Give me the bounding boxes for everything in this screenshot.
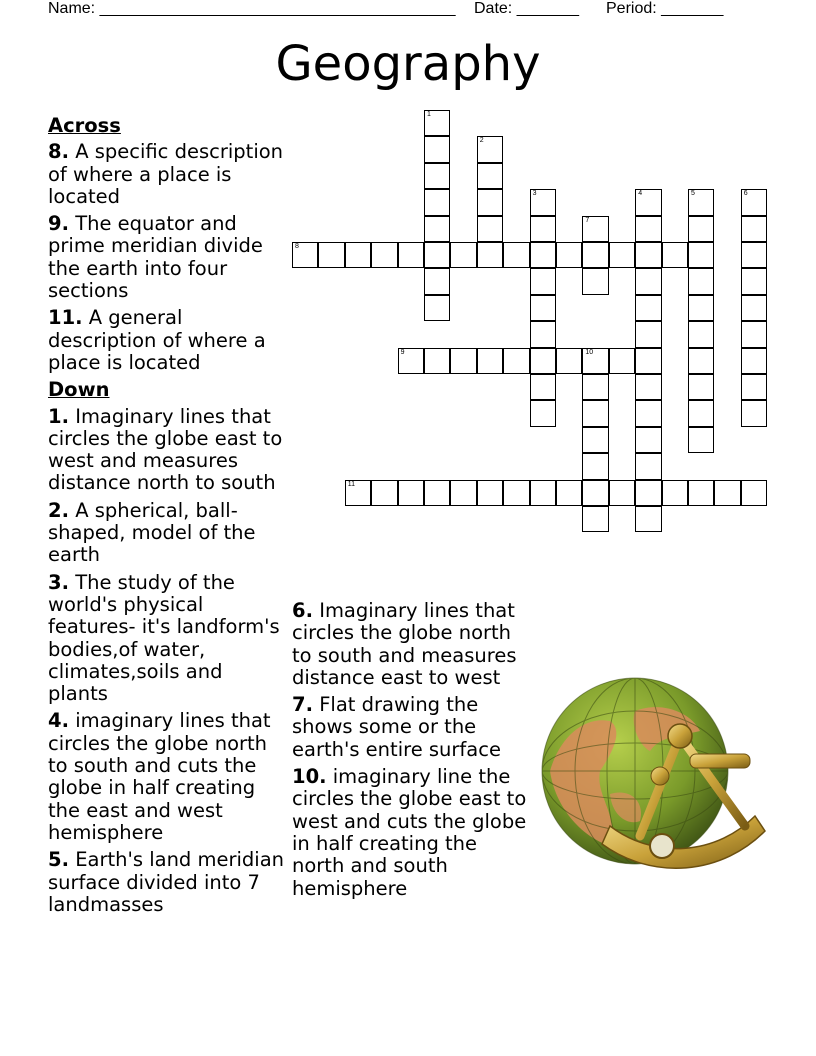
clue-number: 5. <box>48 848 69 872</box>
grid-cell[interactable] <box>477 216 503 242</box>
across-heading: Across <box>48 114 121 137</box>
clue-text: Earth's land meridian surface divided into 7 landmasses <box>48 848 285 916</box>
grid-cell[interactable] <box>477 163 503 189</box>
grid-cell[interactable] <box>741 242 767 268</box>
grid-cell[interactable] <box>688 374 714 400</box>
grid-cell[interactable] <box>741 295 767 321</box>
down-heading: Down <box>48 378 110 402</box>
clue-text: imaginary lines that circles the globe north to south and cuts the globe in half creating the east and west hemisphere <box>48 709 271 844</box>
grid-cell[interactable] <box>424 216 450 242</box>
grid-cell[interactable] <box>398 348 424 374</box>
grid-cell-number: 8 <box>295 243 299 250</box>
clue-text: A spherical, ball-shaped, model of the earth <box>48 498 256 567</box>
grid-cell-number: 6 <box>743 190 748 198</box>
grid-cell[interactable] <box>741 321 767 347</box>
clue-text: Imaginary lines that circles the globe east to west and measures distance north to south <box>48 404 283 495</box>
grid-cell[interactable] <box>530 189 556 215</box>
clue-number: 6. <box>292 599 313 622</box>
date-field[interactable]: Date: _______ <box>474 0 579 17</box>
grid-cell[interactable] <box>582 480 608 506</box>
clue-number: 4. <box>48 709 69 733</box>
grid-cell[interactable] <box>556 348 582 374</box>
grid-cell[interactable] <box>609 242 635 268</box>
clue-number: 1. <box>48 404 69 428</box>
grid-cell[interactable] <box>371 480 397 506</box>
grid-cell[interactable] <box>371 242 397 268</box>
grid-cell[interactable] <box>741 400 767 426</box>
grid-cell[interactable] <box>688 321 714 347</box>
grid-cell[interactable] <box>688 216 714 242</box>
grid-cell[interactable] <box>530 321 556 347</box>
clue-number: 3. <box>48 570 69 594</box>
grid-cell[interactable] <box>688 242 714 268</box>
grid-cell[interactable] <box>635 268 661 294</box>
clue-number: 7. <box>292 693 313 717</box>
grid-cell[interactable] <box>635 189 661 215</box>
grid-cell[interactable] <box>424 295 450 321</box>
grid-cell[interactable] <box>609 348 635 374</box>
grid-cell[interactable] <box>503 348 529 374</box>
grid-cell-number: 1 <box>427 111 431 118</box>
grid-cell-number: 9 <box>400 348 405 356</box>
grid-cell[interactable] <box>477 136 503 162</box>
grid-cell[interactable] <box>635 348 661 374</box>
grid-cell[interactable] <box>741 268 767 294</box>
grid-cell[interactable] <box>556 242 582 268</box>
grid-cell[interactable] <box>582 506 608 532</box>
grid-cell[interactable] <box>292 242 318 268</box>
clue-text: Imaginary lines that circles the globe north to south and measures distance east to west <box>292 599 517 689</box>
clue-text: A general description of where a place is located <box>48 306 266 374</box>
grid-cell[interactable] <box>635 453 661 479</box>
clue-text: The equator and prime meridian divide the earth into four sections <box>48 212 263 303</box>
clue-text: Flat drawing the shows some or the earth's entire surface <box>292 693 501 761</box>
grid-cell[interactable] <box>450 480 476 506</box>
grid-cell[interactable] <box>688 189 714 215</box>
grid-cell[interactable] <box>318 242 344 268</box>
clue-text: imaginary line the circles the globe east to west and cuts the globe in half creating the north and south hemisphere <box>292 765 527 900</box>
grid-cell[interactable] <box>662 480 688 506</box>
grid-cell[interactable] <box>530 268 556 294</box>
grid-cell[interactable] <box>424 136 450 162</box>
grid-cell[interactable] <box>503 242 529 268</box>
grid-cell[interactable] <box>582 242 608 268</box>
grid-cell[interactable] <box>635 216 661 242</box>
grid-cell[interactable] <box>635 295 661 321</box>
clue-number: 9. <box>48 212 69 236</box>
grid-cell[interactable] <box>741 374 767 400</box>
grid-cell[interactable] <box>741 348 767 374</box>
grid-cell-number: 5 <box>691 190 695 198</box>
grid-cell[interactable] <box>398 480 424 506</box>
grid-cell[interactable] <box>530 242 556 268</box>
grid-cell[interactable] <box>424 242 450 268</box>
grid-cell[interactable] <box>503 480 529 506</box>
grid-cell[interactable] <box>688 268 714 294</box>
grid-cell[interactable] <box>582 400 608 426</box>
grid-cell[interactable] <box>450 242 476 268</box>
grid-cell[interactable] <box>477 242 503 268</box>
grid-cell[interactable] <box>635 400 661 426</box>
grid-cell[interactable] <box>530 480 556 506</box>
grid-cell-number: 10 <box>585 348 594 356</box>
clue-text: A specific description of where a place is located <box>48 140 284 208</box>
grid-cell[interactable] <box>688 348 714 374</box>
period-field[interactable]: Period: _______ <box>606 0 724 17</box>
grid-cell[interactable] <box>530 374 556 400</box>
grid-cell[interactable] <box>424 163 450 189</box>
grid-cell[interactable] <box>688 480 714 506</box>
grid-cell[interactable] <box>477 480 503 506</box>
grid-cell[interactable] <box>345 480 371 506</box>
grid-cell-number: 11 <box>347 480 356 488</box>
grid-cell[interactable] <box>582 374 608 400</box>
grid-cell[interactable] <box>477 189 503 215</box>
grid-cell[interactable] <box>741 216 767 242</box>
grid-cell[interactable] <box>609 480 635 506</box>
grid-cell[interactable] <box>345 242 371 268</box>
grid-cell-number: 7 <box>585 216 590 224</box>
grid-cell[interactable] <box>582 216 608 242</box>
grid-cell[interactable] <box>688 400 714 426</box>
grid-cell[interactable] <box>635 427 661 453</box>
grid-cell[interactable] <box>635 321 661 347</box>
grid-cell[interactable] <box>530 400 556 426</box>
clue-number: 11. <box>48 306 83 330</box>
page-title: Geography <box>275 36 541 92</box>
clue-text: The study of the world's physical features- it's landform's bodies,of water, climates,soils and plants <box>48 570 280 706</box>
grid-cell[interactable] <box>741 480 767 506</box>
grid-cell[interactable] <box>530 348 556 374</box>
grid-cell[interactable] <box>477 348 503 374</box>
clue-number: 8. <box>48 140 69 164</box>
grid-cell[interactable] <box>424 268 450 294</box>
clue-number: 2. <box>48 498 69 522</box>
grid-cell-number: 4 <box>638 190 643 198</box>
grid-cell[interactable] <box>741 189 767 215</box>
grid-cell[interactable] <box>635 480 661 506</box>
grid-cell[interactable] <box>556 480 582 506</box>
grid-cell[interactable] <box>582 268 608 294</box>
grid-cell[interactable] <box>662 242 688 268</box>
grid-cell[interactable] <box>424 189 450 215</box>
grid-cell[interactable] <box>582 427 608 453</box>
clue-number: 10. <box>292 765 327 789</box>
grid-cell[interactable] <box>424 110 450 136</box>
grid-cell[interactable] <box>635 506 661 532</box>
grid-cell[interactable] <box>424 348 450 374</box>
grid-cell[interactable] <box>530 216 556 242</box>
grid-cell[interactable] <box>424 480 450 506</box>
grid-cell[interactable] <box>688 295 714 321</box>
grid-cell-number: 2 <box>479 137 484 145</box>
grid-cell[interactable] <box>714 480 740 506</box>
name-field[interactable]: Name: ________________________________________ <box>48 0 456 17</box>
grid-cell[interactable] <box>688 427 714 453</box>
grid-cell[interactable] <box>530 295 556 321</box>
grid-cell[interactable] <box>635 374 661 400</box>
grid-cell-number: 3 <box>532 190 537 198</box>
grid-cell[interactable] <box>450 348 476 374</box>
grid-cell[interactable] <box>582 348 608 374</box>
grid-cell[interactable] <box>635 242 661 268</box>
grid-cell[interactable] <box>398 242 424 268</box>
grid-cell[interactable] <box>582 453 608 479</box>
globe-with-sextant-icon <box>540 676 770 881</box>
